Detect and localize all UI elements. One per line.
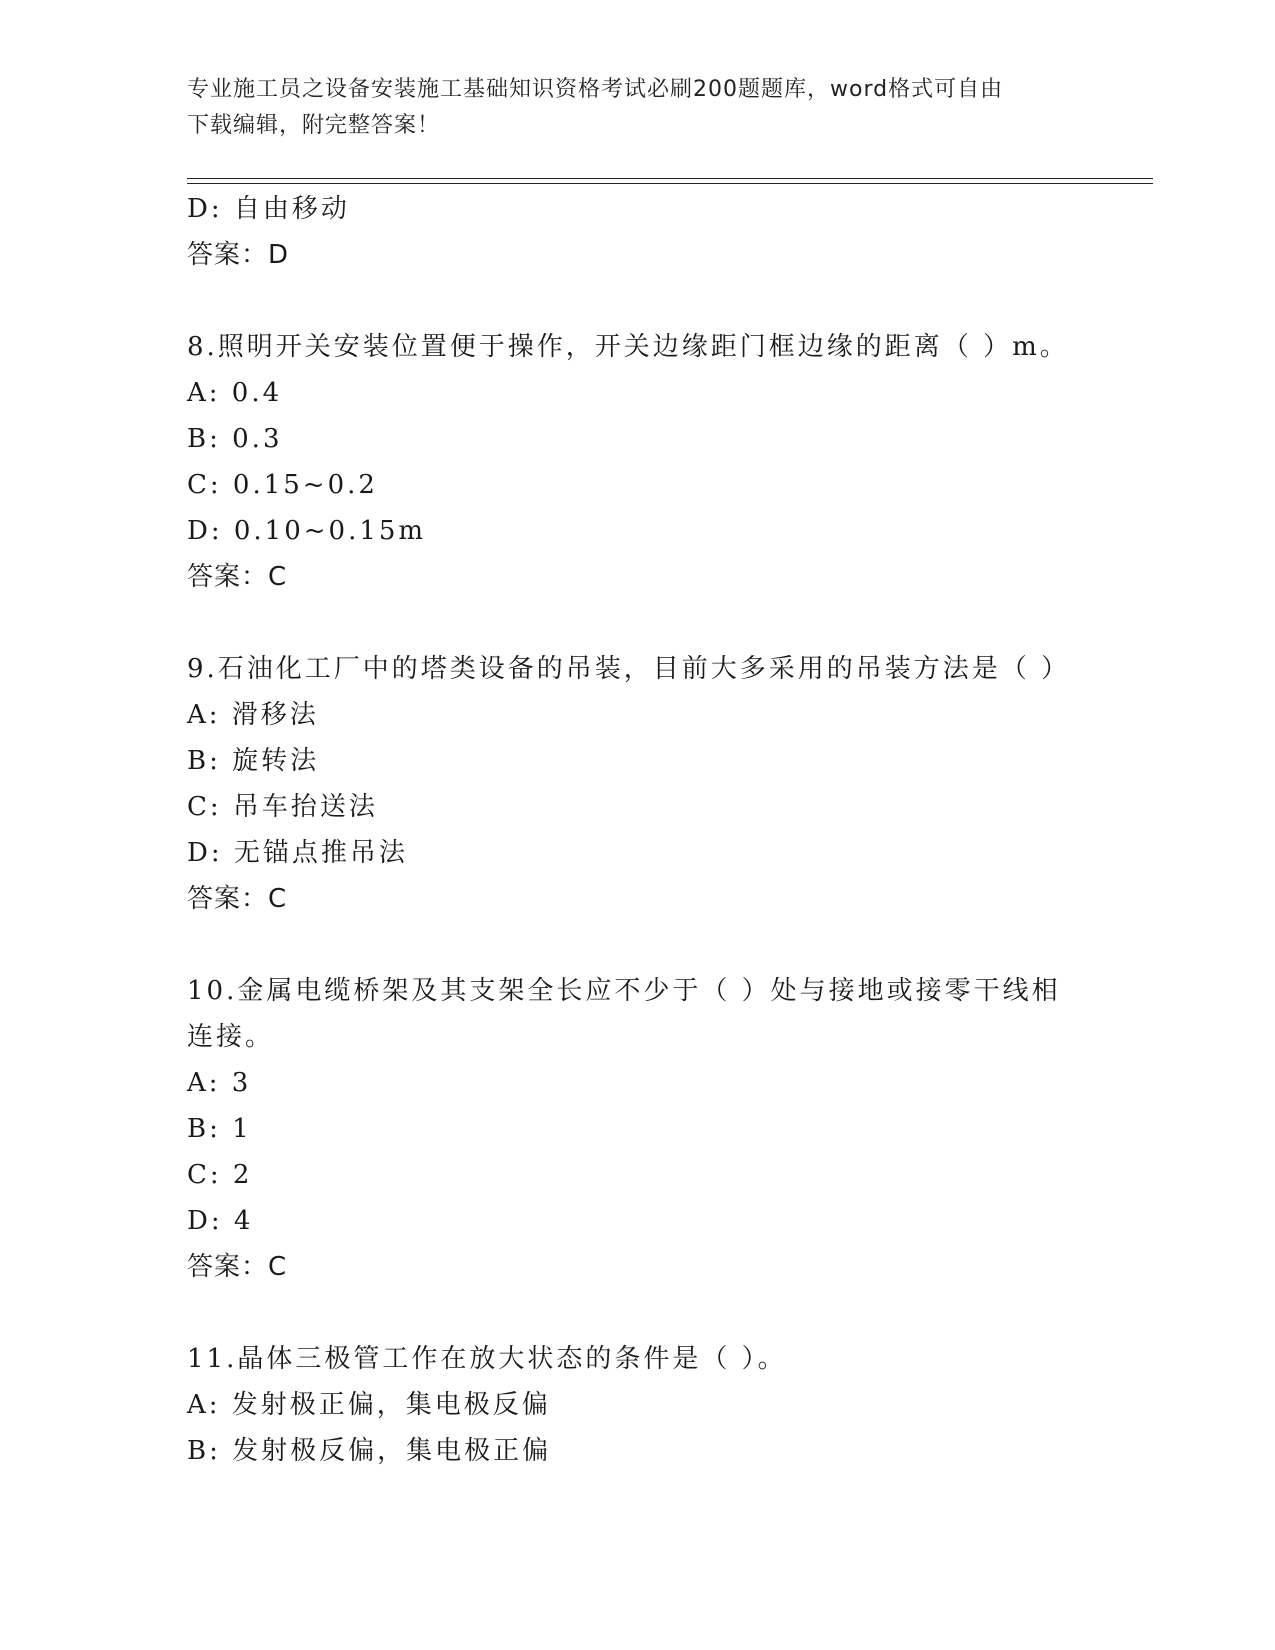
option-c: C: 2 xyxy=(187,1160,253,1190)
option-b: B: 旋转法 xyxy=(187,746,320,776)
answer: 答案：D xyxy=(187,240,290,270)
question-9 xyxy=(187,646,1127,922)
question-list xyxy=(187,186,1127,1474)
question-text: 9.石油化工厂中的塔类设备的吊装，目前大多采用的吊装方法是（ ） xyxy=(187,654,1071,684)
question-text: 11.晶体三极管工作在放大状态的条件是（ ）。 xyxy=(187,1344,787,1374)
option-b: B: 0.3 xyxy=(187,424,283,454)
spacer xyxy=(187,278,1127,324)
option-a: A: 0.4 xyxy=(187,378,283,408)
option-d: D: 4 xyxy=(187,1206,254,1236)
header-divider-bottom xyxy=(187,183,1153,184)
answer: 答案：C xyxy=(187,1252,288,1282)
question-text-line-1: 10.金属电缆桥架及其支架全长应不少于（ ）处与接地或接零干线相 xyxy=(187,976,1061,1006)
question-text: 8.照明开关安装位置便于操作，开关边缘距门框边缘的距离（ ）m。 xyxy=(187,332,1069,362)
option-c: C: 0.15~0.2 xyxy=(187,470,378,500)
option-b: B: 发射极反偏，集电极正偏 xyxy=(187,1436,552,1466)
option-a: A: 滑移法 xyxy=(187,700,319,730)
option-c: C: 吊车抬送法 xyxy=(187,792,378,822)
answer: 答案：C xyxy=(187,884,288,914)
question-11 xyxy=(187,1336,1127,1474)
spacer xyxy=(187,1290,1127,1336)
header-line-1: 专业施工员之设备安装施工基础知识资格考试必刷200题题库，word格式可自由 xyxy=(187,77,1004,102)
option-b: B: 1 xyxy=(187,1114,252,1144)
option-a: A: 发射极正偏，集电极反偏 xyxy=(187,1390,551,1420)
document-header xyxy=(187,72,1087,144)
option-d: D: 0.10~0.15m xyxy=(187,516,427,546)
spacer xyxy=(187,600,1127,646)
option-a: A: 3 xyxy=(187,1068,252,1098)
question-10 xyxy=(187,968,1127,1290)
spacer xyxy=(187,922,1127,968)
option-d: D: 无锚点推吊法 xyxy=(187,838,408,868)
option-d: D: 自由移动 xyxy=(187,194,350,224)
header-divider-top xyxy=(187,178,1153,179)
question-text-line-2: 连接。 xyxy=(187,1022,275,1052)
header-line-2: 下载编辑，附完整答案！ xyxy=(187,113,441,138)
question-8 xyxy=(187,324,1127,600)
question-fragment-7 xyxy=(187,186,1127,278)
answer: 答案：C xyxy=(187,562,288,592)
